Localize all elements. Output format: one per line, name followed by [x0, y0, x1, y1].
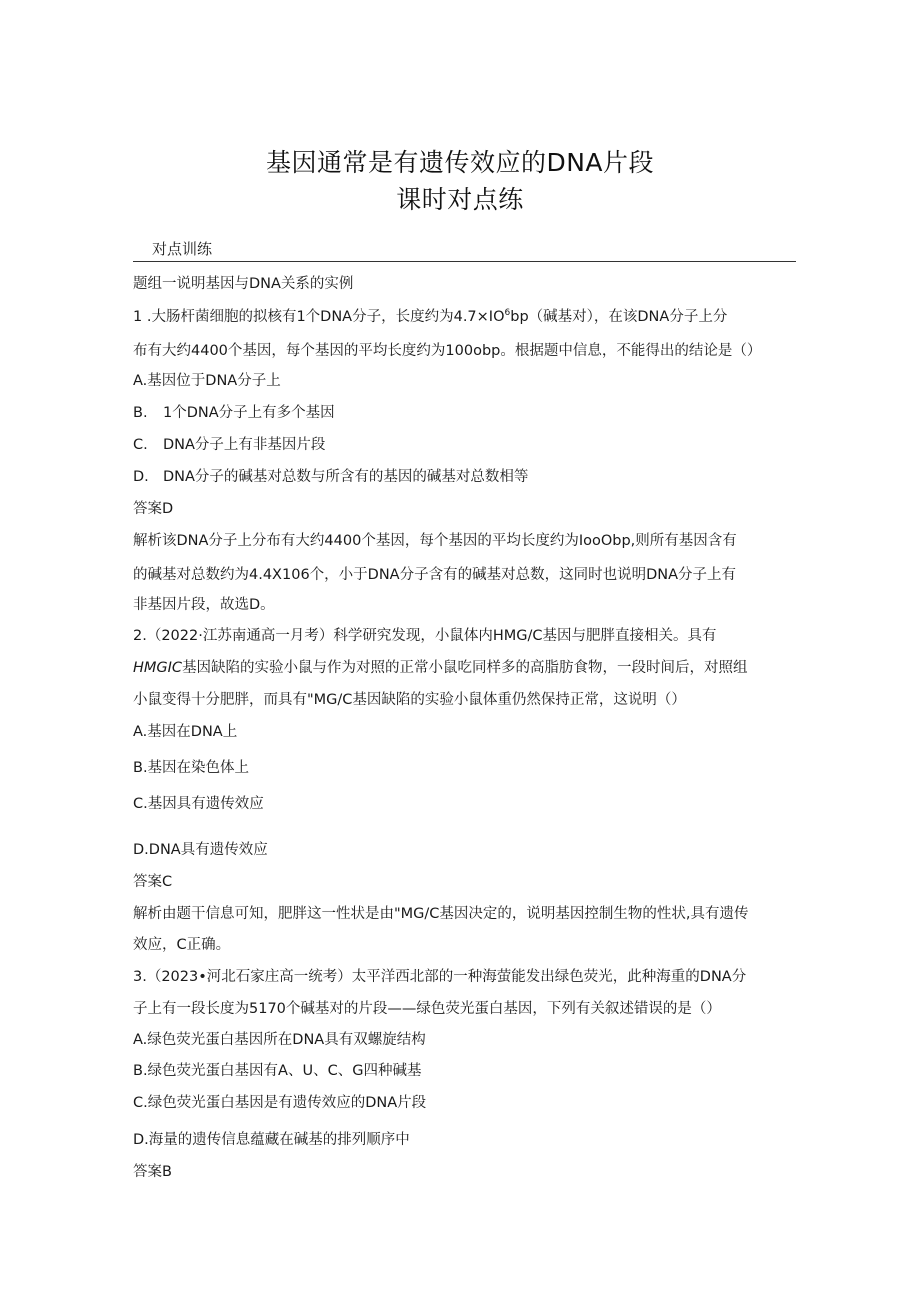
q2-gene-italic: HMGIC	[133, 660, 183, 676]
q2-stem-line-1: 2.（2022·江苏南通高一月考）科学研究发现，小鼠体内HMG/C基因与肥胖直接相关。具有	[133, 628, 717, 644]
q3-answer: 答案B	[133, 1164, 172, 1180]
q1-explanation-line-3: 非基因片段，故选D。	[133, 597, 275, 613]
q3-option-d: D.海量的遗传信息蕴藏在碱基的排列顺序中	[133, 1132, 410, 1148]
q1-option-c	[133, 435, 325, 455]
q2-option-a: A.基因在DNA上	[133, 724, 238, 740]
q1-stem-line-2: 布有大约4400个基因，每个基因的平均长度约为100obp。根据题中信息，不能得出的结论是（）	[133, 343, 762, 359]
q1-explanation-line-2: 的碱基对总数约为4.4X106个，小于DNA分子含有的碱基对总数，这同时也说明DNA分子上有	[133, 567, 737, 583]
q1-option-d	[133, 467, 528, 487]
q1-option-c-text: DNA分子上有非基因片段	[163, 437, 326, 453]
group-heading: 题组一说明基因与DNA关系的实例	[133, 276, 354, 292]
q1-stem-line-1	[133, 307, 727, 327]
q1-stem-1a: 1 .大肠杆菌细胞的拟核有1个DNA分子，长度约为4.7×IO	[133, 309, 505, 325]
q1-option-d-letter: D.	[133, 469, 149, 485]
q1-explanation-line-1: 解析该DNA分子上分布有大约4400个基因，每个基因的平均长度约为IooObp,则所有基因含有	[133, 533, 737, 549]
q3-stem-line-2: 子上有一段长度为5170个碱基对的片段——绿色荧光蛋白基因，下列有关叙述错误的是（）	[133, 1001, 721, 1017]
q2-answer: 答案C	[133, 874, 173, 890]
section-divider	[133, 261, 796, 262]
q1-answer: 答案D	[133, 501, 174, 517]
section-heading: 对点训练	[152, 240, 213, 258]
q1-option-b-text: 1个DNA分子上有多个基因	[163, 405, 335, 421]
q2-option-b: B.基因在染色体上	[133, 760, 250, 776]
q1-stem-1b: bp（碱基对），在该DNA分子上分	[510, 309, 728, 325]
q2-stem-line-3: 小鼠变得十分肥胖，而具有"MG/C基因缺陷的实验小鼠体重仍然保持正常，这说明（）	[133, 692, 686, 708]
q1-option-b-letter: B.	[133, 405, 148, 421]
q1-option-c-letter: C.	[133, 437, 148, 453]
q1-exponent: 6	[504, 308, 511, 318]
q3-option-b: B.绿色荧光蛋白基因有A、U、C、G四种碱基	[133, 1063, 422, 1079]
q2-stem-line-2	[133, 658, 748, 678]
page-title: 基因通常是有遗传效应的DNA片段	[265, 148, 655, 177]
q3-option-a: A.绿色荧光蛋白基因所在DNA具有双螺旋结构	[133, 1032, 426, 1048]
q2-explanation-line-1: 解析由题干信息可知，肥胖这一性状是由"MG/C基因决定的，说明基因控制生物的性状,具有遗传	[133, 906, 749, 922]
q3-option-c: C.绿色荧光蛋白基因是有遗传效应的DNA片段	[133, 1095, 427, 1111]
page-subtitle: 课时对点练	[396, 185, 524, 214]
q2-explanation-line-2: 效应，C正确。	[133, 937, 231, 953]
q2-stem-2-rest: 基因缺陷的实验小鼠与作为对照的正常小鼠吃同样多的高脂肪食物，一段时间后，对照组	[182, 660, 748, 676]
q3-stem-line-1: 3.（2023•河北石家庄高一统考）太平洋西北部的一种海萤能发出绿色荧光，此种海重的DNA分	[133, 969, 747, 985]
q1-option-d-text: DNA分子的碱基对总数与所含有的基因的碱基对总数相等	[163, 469, 529, 485]
q2-option-d: D.DNA具有遗传效应	[133, 842, 268, 858]
q1-option-b	[133, 403, 335, 423]
q1-option-a: A.基因位于DNA分子上	[133, 373, 281, 389]
q2-option-c: C.基因具有遗传效应	[133, 796, 264, 812]
